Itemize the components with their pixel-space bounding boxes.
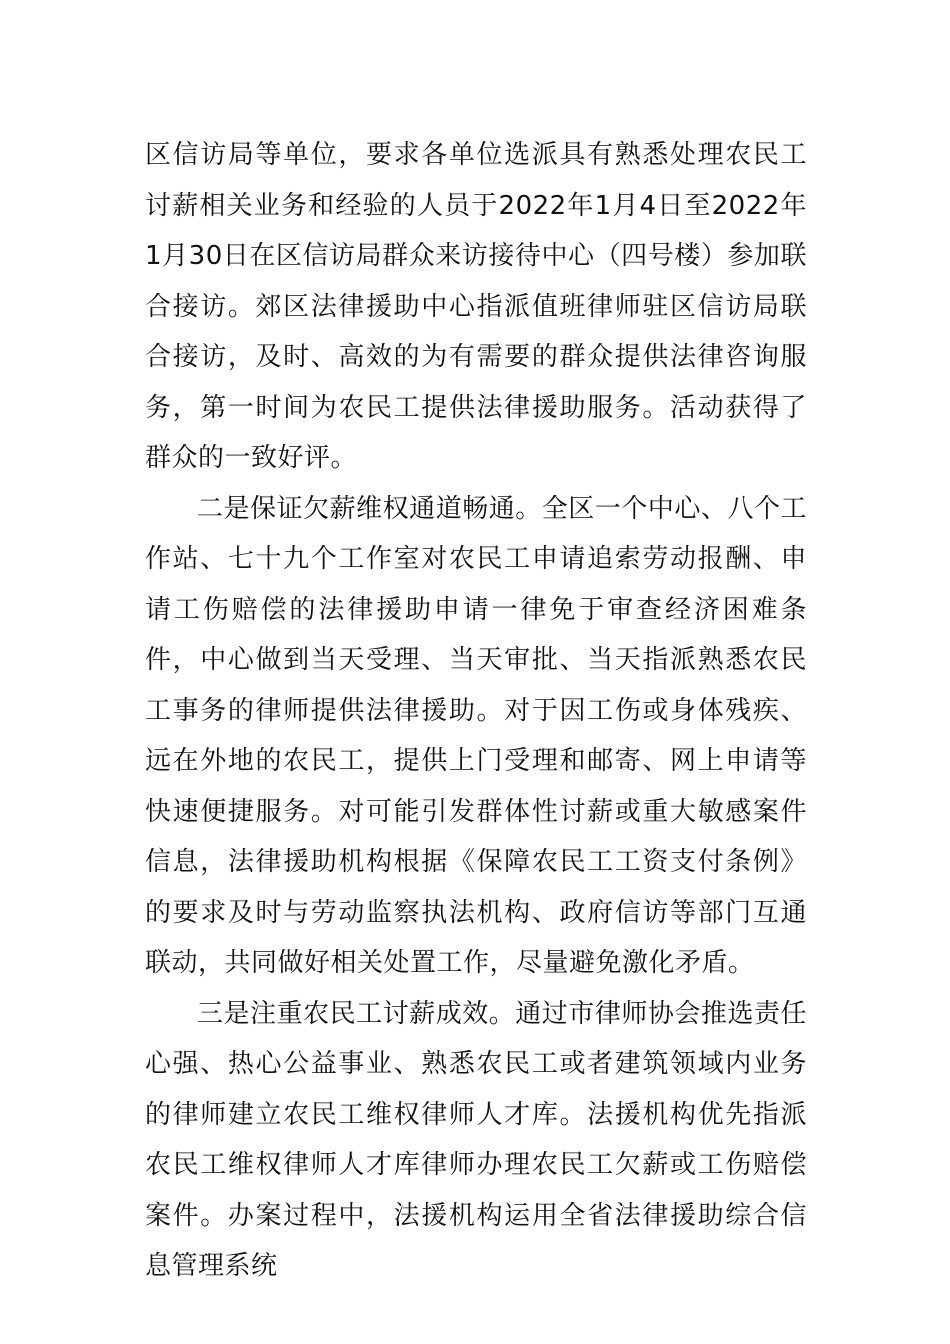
document-body: [145, 130, 807, 1292]
paragraph-two-wage-channel: 二是保证欠薪维权通道畅通。全区一个中心、八个工作站、七十九个工作室对农民工申请追索劳动报酬、申请工伤赔偿的法律援助申请一律免于审查经济困难条件，中心做到当天受理、当天审批、当天指派熟悉农民工事务的律师提供法律援助。对于因工伤或身体残疾、远在外地的农民工，提供上门受理和邮寄、网上申请等快速便捷服务。对可能引发群体性讨薪或重大敏感案件信息，法律援助机构根据《保障农民工工资支付条例》的要求及时与劳动监察执法机构、政府信访等部门互通联动，共同做好相关处置工作，尽量避免激化矛盾。: [145, 493, 807, 978]
paragraph-continuation: 区信访局等单位，要求各单位选派具有熟悉处理农民工讨薪相关业务和经验的人员于2022年1月4日至2022年1月30日在区信访局群众来访接待中心（四号楼）参加联合接访。郊区法律援助中心指派值班律师驻区信访局联合接访，及时、高效的为有需要的群众提供法律咨询服务，第一时间为农民工提供法律援助服务。活动获得了群众的一致好评。: [145, 140, 807, 473]
paragraph-three-wage-effectiveness: 三是注重农民工讨薪成效。通过市律师协会推选责任心强、热心公益事业、熟悉农民工或者建筑领域内业务的律师建立农民工维权律师人才库。法援机构优先指派农民工维权律师人才库律师办理农民工欠薪或工伤赔偿案件。办案过程中，法援机构运用全省法律援助综合信息管理系统: [145, 998, 807, 1281]
